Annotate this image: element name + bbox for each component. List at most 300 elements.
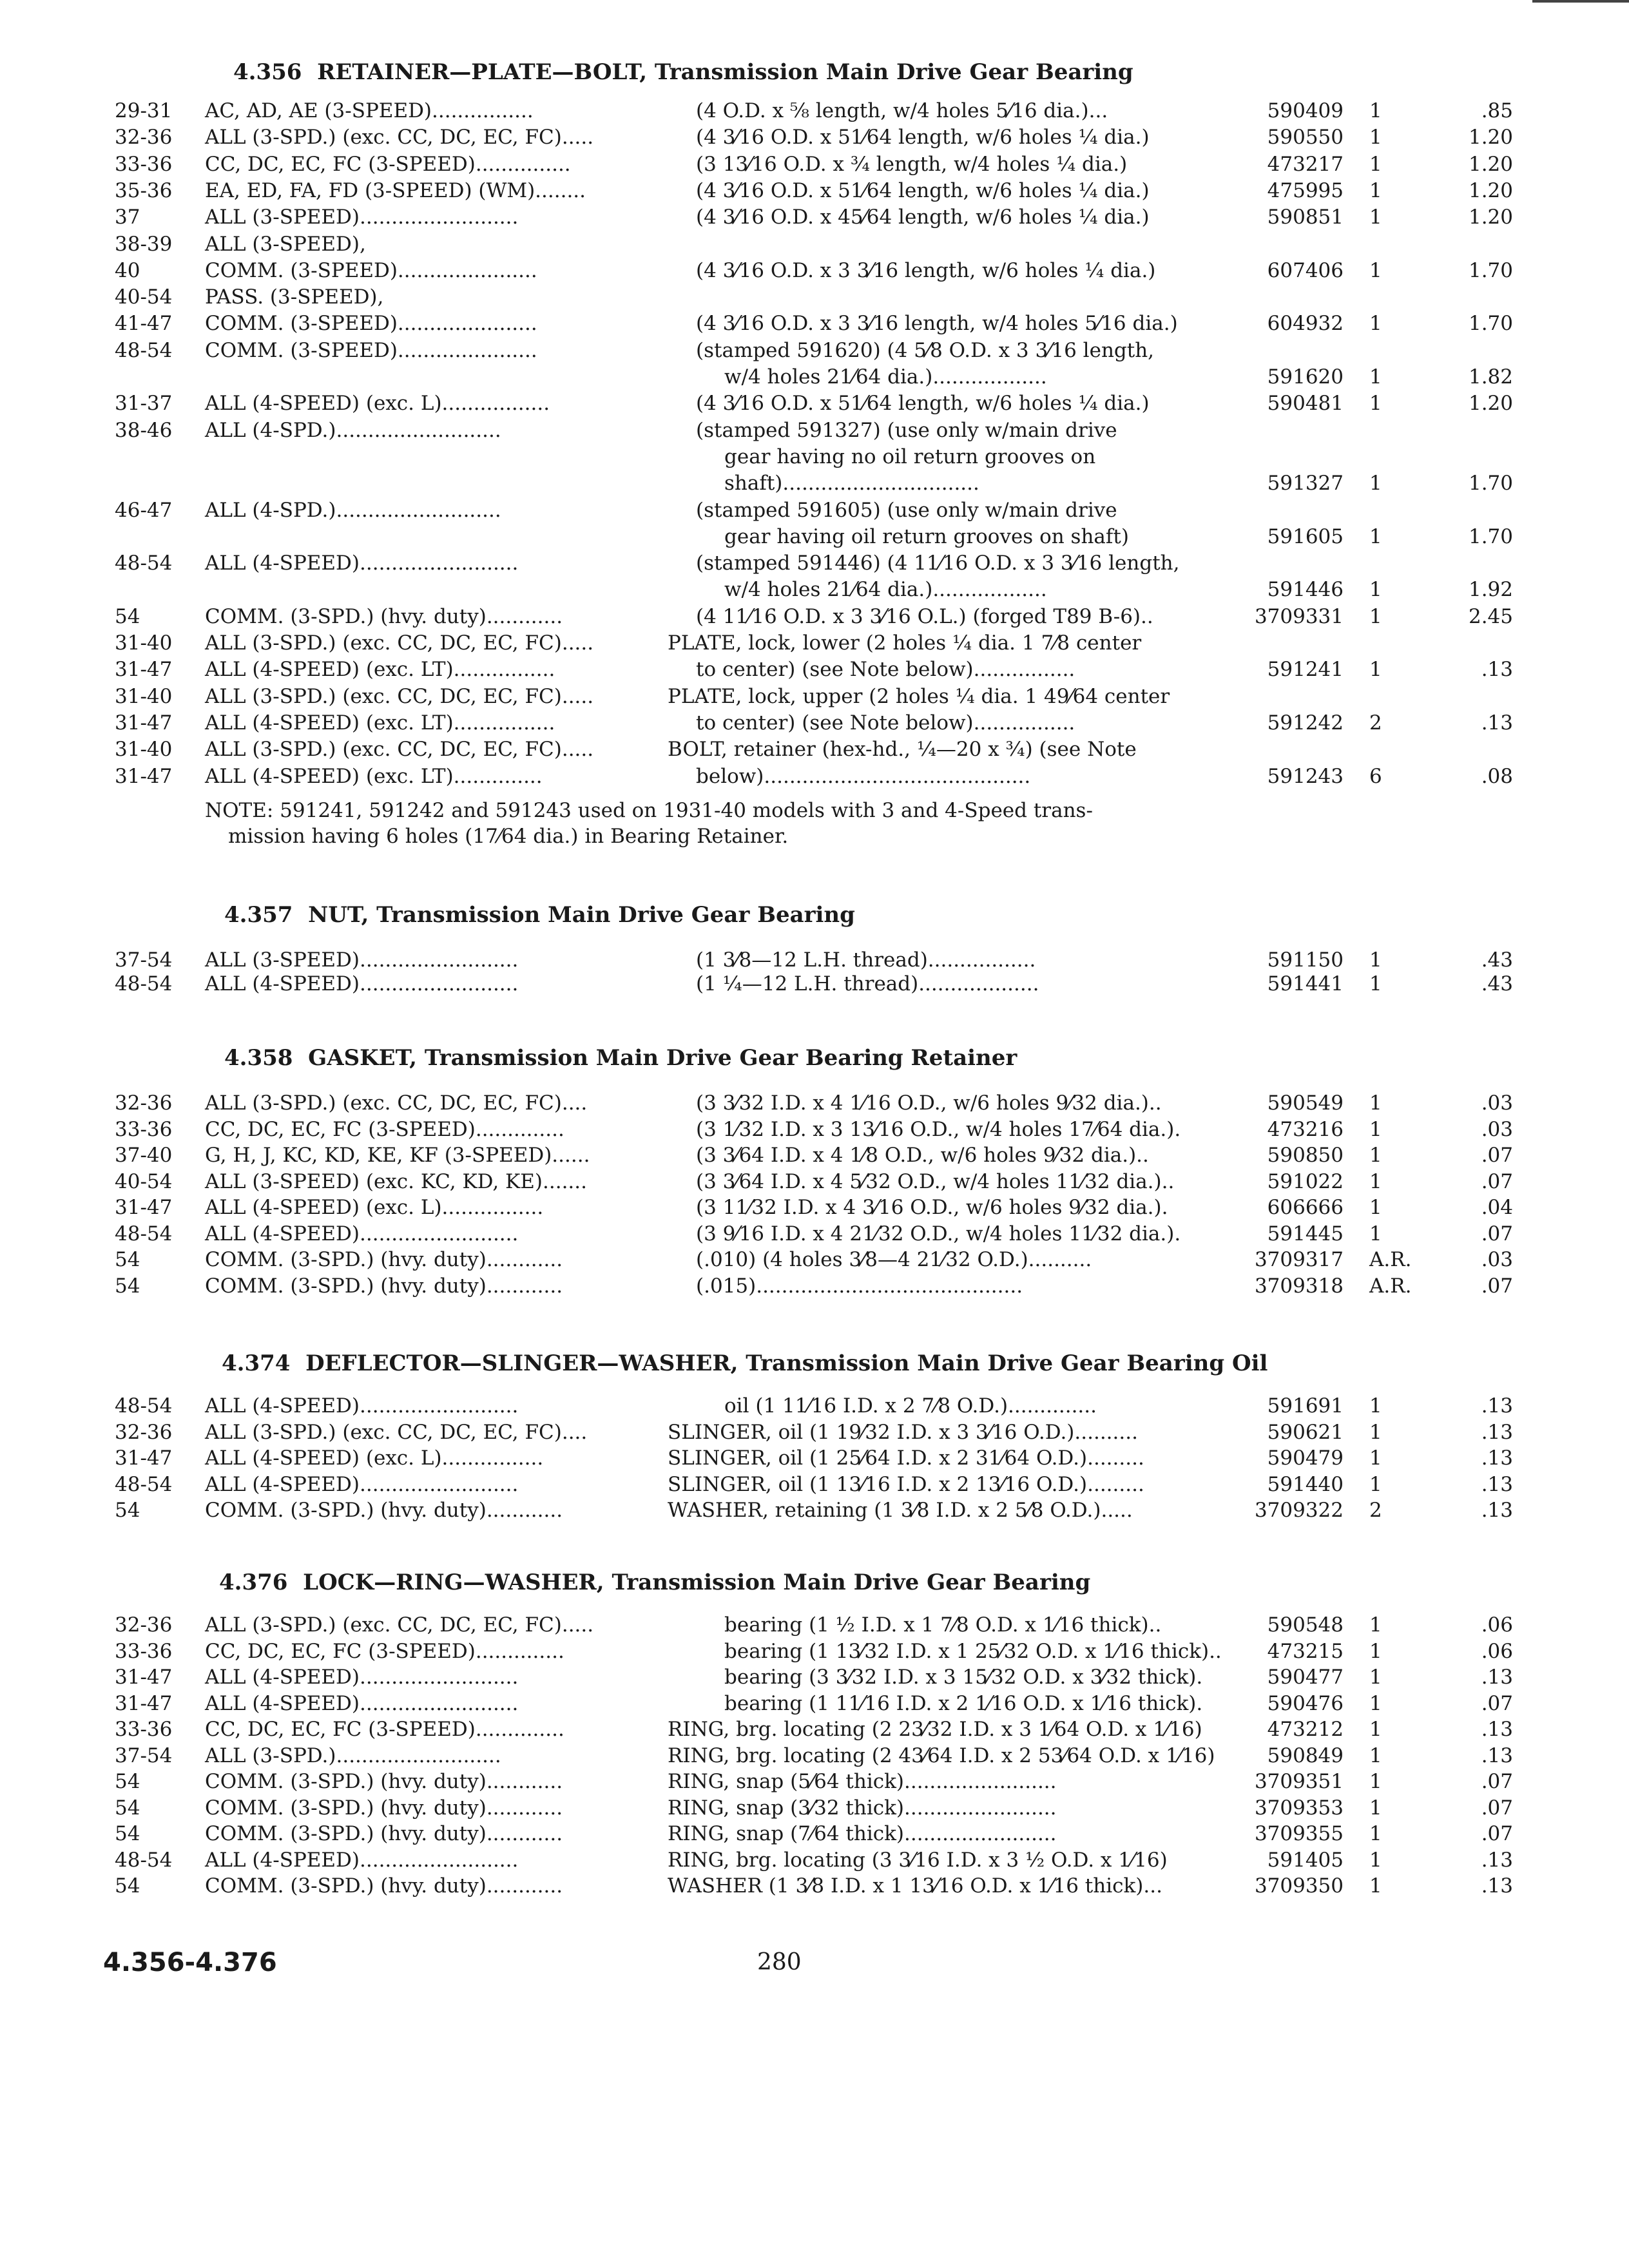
year-range: 33-36	[115, 1639, 173, 1663]
part-description: (stamped 591327) (use only w/main drive	[696, 418, 1117, 442]
list-price: .07	[1481, 1169, 1513, 1193]
year-range: 48-54	[115, 338, 173, 362]
parts-row	[115, 470, 1532, 496]
model-application: PASS. (3-SPEED),	[205, 285, 384, 309]
model-application: COMM. (3-SPEED)......................	[205, 338, 537, 362]
year-range: 40-54	[115, 1169, 173, 1193]
model-application: ALL (4-SPEED) (exc. LT)................	[205, 711, 555, 735]
parts-row	[115, 1847, 1532, 1873]
parts-row	[115, 1716, 1532, 1742]
quantity: 1	[1369, 578, 1382, 602]
list-price: .07	[1481, 1691, 1513, 1715]
list-price: .43	[1481, 948, 1513, 972]
parts-row	[115, 710, 1532, 736]
list-price: .07	[1481, 1274, 1513, 1298]
year-range: 31-47	[115, 1691, 173, 1715]
list-price: .06	[1481, 1639, 1513, 1663]
parts-row	[115, 1221, 1532, 1247]
part-number: 590549	[1267, 1091, 1344, 1115]
part-description: (3 1⁄32 I.D. x 3 13⁄16 O.D., w/4 holes 17⁄64 dia.).	[696, 1117, 1181, 1141]
year-range: 40-54	[115, 285, 173, 309]
part-number: 590548	[1267, 1613, 1344, 1637]
parts-row	[115, 444, 1532, 470]
model-application: COMM. (3-SPD.) (hvy. duty)............	[205, 1248, 563, 1271]
section-title: GASKET, Transmission Main Drive Gear Bearing Retainer	[308, 1045, 1017, 1071]
year-range: 48-54	[115, 1222, 173, 1245]
model-application: ALL (3-SPD.) (exc. CC, DC, EC, FC).....	[205, 738, 594, 762]
quantity: 1	[1369, 365, 1382, 389]
parts-row	[115, 364, 1532, 390]
list-price: .13	[1481, 1499, 1513, 1522]
parts-row	[115, 577, 1532, 602]
list-price: .13	[1481, 1666, 1513, 1689]
quantity: 1	[1369, 258, 1382, 282]
part-description: WASHER, retaining (1 3⁄8 I.D. x 2 5⁄8 O.D.).....	[668, 1499, 1133, 1522]
list-price: 1.20	[1468, 206, 1513, 229]
year-range: 38-39	[115, 232, 173, 256]
list-price: .03	[1481, 1091, 1513, 1115]
list-price: 1.20	[1468, 126, 1513, 149]
model-application: ALL (4-SPD.)..........................	[205, 418, 501, 442]
parts-row	[115, 1419, 1532, 1445]
parts-row	[115, 1273, 1532, 1299]
quantity: 1	[1369, 472, 1382, 495]
quantity: 1	[1369, 1744, 1382, 1767]
year-range: 48-54	[115, 1394, 173, 1418]
list-price: .03	[1481, 1248, 1513, 1271]
quantity: 1	[1369, 1848, 1382, 1872]
part-description: (.015)..........................................	[696, 1274, 1023, 1298]
section-number: 4.374	[222, 1350, 291, 1376]
parts-row	[115, 1821, 1532, 1847]
parts-row	[115, 604, 1532, 629]
part-number: 590481	[1267, 392, 1344, 416]
part-description: SLINGER, oil (1 25⁄64 I.D. x 2 31⁄64 O.D.).........	[668, 1446, 1144, 1470]
part-description: below)..........................................	[696, 764, 1031, 788]
year-range: 31-47	[115, 1666, 173, 1689]
parts-row	[115, 630, 1532, 656]
list-price: 1.70	[1468, 312, 1513, 336]
quantity: 1	[1369, 948, 1382, 972]
quantity: 1	[1369, 1394, 1382, 1418]
part-description: oil (1 11⁄16 I.D. x 2 7⁄8 O.D.)..............	[724, 1394, 1097, 1418]
parts-row	[115, 657, 1532, 682]
year-range: 54	[115, 1874, 140, 1898]
parts-row	[115, 1639, 1532, 1664]
model-application: ALL (3-SPEED),	[205, 232, 366, 256]
model-application: ALL (4-SPEED) (exc. L).................	[205, 392, 550, 416]
part-number: 473217	[1267, 152, 1344, 176]
year-range: 38-46	[115, 418, 173, 442]
list-price: .13	[1481, 1472, 1513, 1496]
section-heading	[233, 59, 1133, 85]
model-application: ALL (4-SPEED).........................	[205, 1472, 519, 1496]
note-line: mission having 6 holes (17⁄64 dia.) in Bearing Retainer.	[228, 825, 789, 848]
model-application: COMM. (3-SPD.) (hvy. duty)............	[205, 604, 563, 628]
year-range: 31-40	[115, 631, 173, 655]
model-application: ALL (4-SPEED) (exc. LT)..............	[205, 764, 543, 788]
parts-row	[115, 1142, 1532, 1168]
list-price: .07	[1481, 1222, 1513, 1245]
year-range: 31-47	[115, 711, 173, 735]
part-description: RING, snap (3⁄32 thick)........................	[668, 1796, 1057, 1820]
year-range: 32-36	[115, 126, 173, 149]
parts-row	[115, 1445, 1532, 1471]
model-application: G, H, J, KC, KD, KE, KF (3-SPEED)......	[205, 1144, 590, 1167]
quantity: 2	[1369, 711, 1382, 735]
year-range: 48-54	[115, 552, 173, 575]
parts-row	[115, 284, 1532, 310]
part-description: WASHER (1 3⁄8 I.D. x 1 13⁄16 O.D. x 1⁄16 thick)...	[668, 1874, 1162, 1898]
part-number: 590409	[1267, 99, 1344, 122]
part-description: (stamped 591620) (4 5⁄8 O.D. x 3 3⁄16 length,	[696, 338, 1155, 362]
quantity: 1	[1369, 206, 1382, 229]
part-description: (3 3⁄64 I.D. x 4 5⁄32 O.D., w/4 holes 11⁄32 dia.)..	[696, 1169, 1175, 1193]
parts-row	[115, 1664, 1532, 1690]
section-heading	[219, 1570, 1090, 1595]
parts-row	[115, 1169, 1532, 1195]
list-price: .85	[1481, 99, 1513, 122]
model-application: ALL (4-SPEED).........................	[205, 1666, 519, 1689]
parts-row	[115, 524, 1532, 550]
parts-row	[115, 1117, 1532, 1142]
part-description: RING, snap (5⁄64 thick)........................	[668, 1770, 1057, 1793]
year-range: 54	[115, 604, 140, 628]
parts-row	[115, 1472, 1532, 1497]
parts-row	[115, 204, 1532, 230]
year-range: 33-36	[115, 1718, 173, 1741]
part-description: w/4 holes 21⁄64 dia.)..................	[724, 365, 1047, 389]
parts-row	[115, 231, 1532, 257]
quantity: 1	[1369, 178, 1382, 202]
quantity: 1	[1369, 1091, 1382, 1115]
part-number: 590621	[1267, 1420, 1344, 1444]
list-price: 1.20	[1468, 178, 1513, 202]
part-number: 591022	[1267, 1169, 1344, 1193]
model-application: ALL (4-SPEED).........................	[205, 972, 519, 995]
parts-row	[115, 1612, 1532, 1638]
quantity: A.R.	[1369, 1274, 1412, 1298]
year-range: 33-36	[115, 1117, 173, 1141]
quantity: 1	[1369, 126, 1382, 149]
list-price: .13	[1481, 711, 1513, 735]
part-number: 591440	[1267, 1472, 1344, 1496]
top-rule	[1532, 0, 1629, 3]
year-range: 54	[115, 1822, 140, 1845]
part-description: (1 3⁄8—12 L.H. thread).................	[696, 948, 1036, 972]
quantity: 1	[1369, 392, 1382, 416]
section-number: 4.357	[224, 902, 293, 928]
part-description: (.010) (4 holes 3⁄8—4 21⁄32 O.D.)..........	[696, 1248, 1092, 1271]
model-application: ALL (4-SPEED).........................	[205, 1394, 519, 1418]
section-title: DEFLECTOR—SLINGER—WASHER, Transmission Main Drive Gear Bearing Oil	[305, 1350, 1268, 1376]
list-price: .08	[1481, 764, 1513, 788]
year-range: 46-47	[115, 498, 173, 522]
model-application: CC, DC, EC, FC (3-SPEED)..............	[205, 1639, 564, 1663]
quantity: 1	[1369, 1666, 1382, 1689]
part-description: gear having no oil return grooves on	[724, 445, 1096, 468]
parts-row	[115, 736, 1532, 762]
part-description: (4 3⁄16 O.D. x 3 3⁄16 length, w/4 holes 5⁄16 dia.)	[696, 312, 1178, 336]
parts-row	[115, 947, 1532, 973]
part-number: 3709351	[1254, 1770, 1344, 1793]
part-description: to center) (see Note below)................	[696, 658, 1075, 682]
model-application: ALL (3-SPD.) (exc. CC, DC, EC, FC)....	[205, 1420, 588, 1444]
parts-row	[115, 1393, 1532, 1419]
part-description: gear having oil return grooves on shaft)	[724, 524, 1129, 548]
quantity: 1	[1369, 604, 1382, 628]
list-price: .07	[1481, 1796, 1513, 1820]
quantity: 1	[1369, 1796, 1382, 1820]
quantity: 1	[1369, 1613, 1382, 1637]
model-application: ALL (3-SPD.) (exc. CC, DC, EC, FC).....	[205, 1613, 594, 1637]
quantity: 1	[1369, 1770, 1382, 1793]
year-range: 54	[115, 1274, 140, 1298]
model-application: AC, AD, AE (3-SPEED)................	[205, 99, 534, 122]
part-number: 3709350	[1254, 1874, 1344, 1898]
part-description: (3 11⁄32 I.D. x 4 3⁄16 O.D., w/6 holes 9⁄32 dia.).	[696, 1196, 1168, 1219]
list-price: .07	[1481, 1770, 1513, 1793]
part-number: 3709355	[1254, 1822, 1344, 1845]
parts-row	[115, 311, 1532, 336]
parts-row	[115, 971, 1532, 997]
year-range: 54	[115, 1499, 140, 1522]
model-application: CC, DC, EC, FC (3-SPEED)..............	[205, 1117, 564, 1141]
list-price: .04	[1481, 1196, 1513, 1219]
part-number: 591241	[1267, 658, 1344, 682]
part-number: 591405	[1267, 1848, 1344, 1872]
model-application: COMM. (3-SPD.) (hvy. duty)............	[205, 1796, 563, 1820]
year-range: 48-54	[115, 1472, 173, 1496]
part-number: 473212	[1267, 1718, 1344, 1741]
part-description: RING, brg. locating (3 3⁄16 I.D. x 3 ½ O.D. x 1⁄16)	[668, 1848, 1168, 1872]
list-price: 1.70	[1468, 258, 1513, 282]
year-range: 31-47	[115, 658, 173, 682]
section-heading	[224, 902, 855, 928]
parts-row	[115, 1743, 1532, 1769]
list-price: .13	[1481, 1394, 1513, 1418]
list-price: .07	[1481, 1144, 1513, 1167]
quantity: 1	[1369, 1222, 1382, 1245]
model-application: EA, ED, FA, FD (3-SPEED) (WM)........	[205, 178, 586, 202]
list-price: 2.45	[1468, 604, 1513, 628]
list-price: .13	[1481, 658, 1513, 682]
year-range: 48-54	[115, 972, 173, 995]
quantity: 1	[1369, 1718, 1382, 1741]
parts-row	[115, 124, 1532, 150]
part-number: 3709322	[1254, 1499, 1344, 1522]
model-application: ALL (3-SPD.) (exc. CC, DC, EC, FC).....	[205, 631, 594, 655]
list-price: 1.82	[1468, 365, 1513, 389]
model-application: ALL (4-SPD.)..........................	[205, 498, 501, 522]
parts-row	[115, 151, 1532, 177]
model-application: CC, DC, EC, FC (3-SPEED)..............	[205, 1718, 564, 1741]
model-application: ALL (3-SPD.) (exc. CC, DC, EC, FC)....	[205, 1091, 588, 1115]
list-price: .13	[1481, 1718, 1513, 1741]
parts-row	[115, 1795, 1532, 1821]
part-number: 590851	[1267, 206, 1344, 229]
parts-row	[115, 98, 1532, 124]
model-application: ALL (4-SPEED).........................	[205, 1848, 519, 1872]
part-description: (4 11⁄16 O.D. x 3 3⁄16 O.L.) (forged T89 B-6)..	[696, 604, 1153, 628]
part-description: to center) (see Note below)................	[696, 711, 1075, 735]
list-price: .13	[1481, 1446, 1513, 1470]
part-description: RING, brg. locating (2 43⁄64 I.D. x 2 53⁄64 O.D. x 1⁄16)	[668, 1744, 1215, 1767]
year-range: 31-37	[115, 392, 173, 416]
year-range: 32-36	[115, 1420, 173, 1444]
part-description: (3 3⁄32 I.D. x 4 1⁄16 O.D., w/6 holes 9⁄32 dia.)..	[696, 1091, 1162, 1115]
parts-row	[115, 178, 1532, 204]
parts-row	[115, 497, 1532, 523]
part-description: bearing (1 11⁄16 I.D. x 2 1⁄16 O.D. x 1⁄16 thick).	[724, 1691, 1203, 1715]
list-price: 1.20	[1468, 392, 1513, 416]
quantity: 1	[1369, 1472, 1382, 1496]
list-price: .07	[1481, 1822, 1513, 1845]
parts-row	[115, 1090, 1532, 1116]
parts-row	[115, 1691, 1532, 1716]
part-number: 591243	[1267, 764, 1344, 788]
list-price: .43	[1481, 972, 1513, 995]
year-range: 54	[115, 1248, 140, 1271]
quantity: 1	[1369, 524, 1382, 548]
part-number: 3709318	[1254, 1274, 1344, 1298]
part-description: SLINGER, oil (1 19⁄32 I.D. x 3 3⁄16 O.D.)..........	[668, 1420, 1138, 1444]
part-description: w/4 holes 21⁄64 dia.)..................	[724, 578, 1047, 602]
parts-row	[115, 550, 1532, 576]
part-description: (stamped 591605) (use only w/main drive	[696, 498, 1117, 522]
part-description: bearing (1 13⁄32 I.D. x 1 25⁄32 O.D. x 1⁄16 thick)..	[724, 1639, 1222, 1663]
model-application: ALL (4-SPEED) (exc. L)................	[205, 1196, 544, 1219]
model-application: COMM. (3-SPEED)......................	[205, 258, 537, 282]
part-number: 591150	[1267, 948, 1344, 972]
section-number: 4.358	[224, 1045, 293, 1071]
part-number: 607406	[1267, 258, 1344, 282]
quantity: 1	[1369, 152, 1382, 176]
model-application: ALL (4-SPEED) (exc. LT)................	[205, 658, 555, 682]
model-application: ALL (3-SPD.) (exc. CC, DC, EC, FC).....	[205, 684, 594, 708]
year-range: 33-36	[115, 152, 173, 176]
model-application: ALL (3-SPEED).........................	[205, 948, 519, 972]
quantity: 6	[1369, 764, 1382, 788]
quantity: 1	[1369, 1196, 1382, 1219]
list-price: .13	[1481, 1848, 1513, 1872]
parts-row	[115, 1873, 1532, 1899]
part-description: PLATE, lock, upper (2 holes ¼ dia. 1 49⁄64 center	[668, 684, 1170, 708]
quantity: 1	[1369, 99, 1382, 122]
quantity: 1	[1369, 972, 1382, 995]
year-range: 37-40	[115, 1144, 173, 1167]
parts-row	[115, 1769, 1532, 1794]
part-description: shaft)...............................	[724, 472, 979, 495]
year-range: 54	[115, 1770, 140, 1793]
section-heading	[224, 1045, 1017, 1071]
parts-row	[115, 684, 1532, 709]
parts-row	[115, 390, 1532, 416]
part-number: 591441	[1267, 972, 1344, 995]
part-description: RING, snap (7⁄64 thick)........................	[668, 1822, 1057, 1845]
year-range: 40	[115, 258, 140, 282]
part-number: 590849	[1267, 1744, 1344, 1767]
part-description: SLINGER, oil (1 13⁄16 I.D. x 2 13⁄16 O.D.).........	[668, 1472, 1144, 1496]
list-price: .13	[1481, 1420, 1513, 1444]
section-number: 4.376	[219, 1570, 288, 1595]
parts-row	[115, 1247, 1532, 1273]
part-description: bearing (1 ½ I.D. x 1 7⁄8 O.D. x 1⁄16 thick)..	[724, 1613, 1162, 1637]
year-range: 48-54	[115, 1848, 173, 1872]
section-heading	[222, 1350, 1268, 1376]
part-number: 473215	[1267, 1639, 1344, 1663]
list-price: 1.92	[1468, 578, 1513, 602]
list-price: 1.70	[1468, 524, 1513, 548]
part-number: 3709353	[1254, 1796, 1344, 1820]
part-number: 590850	[1267, 1144, 1344, 1167]
model-application: ALL (4-SPEED) (exc. L)................	[205, 1446, 544, 1470]
part-description: (4 O.D. x ⅝ length, w/4 holes 5⁄16 dia.)...	[696, 99, 1108, 122]
part-description: (1 ¼—12 L.H. thread)...................	[696, 972, 1039, 995]
year-range: 54	[115, 1796, 140, 1820]
quantity: 1	[1369, 1822, 1382, 1845]
part-description: (stamped 591446) (4 11⁄16 O.D. x 3 3⁄16 length,	[696, 552, 1180, 575]
quantity: A.R.	[1369, 1248, 1412, 1271]
part-number: 604932	[1267, 312, 1344, 336]
footer-section-range: 4.356-4.376	[103, 1948, 277, 1977]
model-application: COMM. (3-SPD.) (hvy. duty)............	[205, 1822, 563, 1845]
part-number: 591445	[1267, 1222, 1344, 1245]
model-application: ALL (3-SPD.)..........................	[205, 1744, 501, 1767]
part-description: (3 9⁄16 I.D. x 4 21⁄32 O.D., w/4 holes 11⁄32 dia.).	[696, 1222, 1181, 1245]
model-application: ALL (4-SPEED).........................	[205, 552, 519, 575]
part-number: 475995	[1267, 178, 1344, 202]
quantity: 1	[1369, 1639, 1382, 1663]
parts-row	[115, 338, 1532, 363]
part-number: 606666	[1267, 1196, 1344, 1219]
model-application: COMM. (3-SPD.) (hvy. duty)............	[205, 1499, 563, 1522]
model-application: ALL (4-SPEED).........................	[205, 1691, 519, 1715]
model-application: COMM. (3-SPEED)......................	[205, 312, 537, 336]
model-application: ALL (4-SPEED).........................	[205, 1222, 519, 1245]
part-number: 3709317	[1254, 1248, 1344, 1271]
parts-row	[115, 258, 1532, 284]
part-number: 3709331	[1254, 604, 1344, 628]
quantity: 1	[1369, 1144, 1382, 1167]
year-range: 31-47	[115, 764, 173, 788]
part-description: bearing (3 3⁄32 I.D. x 3 15⁄32 O.D. x 3⁄32 thick).	[724, 1666, 1203, 1689]
parts-row	[115, 1497, 1532, 1523]
quantity: 1	[1369, 1874, 1382, 1898]
quantity: 1	[1369, 658, 1382, 682]
part-description: (4 3⁄16 O.D. x 3 3⁄16 length, w/6 holes ¼ dia.)	[696, 258, 1156, 282]
list-price: .13	[1481, 1744, 1513, 1767]
year-range: 32-36	[115, 1613, 173, 1637]
part-number: 591327	[1267, 472, 1344, 495]
part-description: (3 3⁄64 I.D. x 4 1⁄8 O.D., w/6 holes 9⁄32 dia.)..	[696, 1144, 1149, 1167]
part-description: RING, brg. locating (2 23⁄32 I.D. x 3 1⁄64 O.D. x 1⁄16)	[668, 1718, 1202, 1741]
part-description: (4 3⁄16 O.D. x 51⁄64 length, w/6 holes ¼ dia.)	[696, 392, 1150, 416]
part-description: PLATE, lock, lower (2 holes ¼ dia. 1 7⁄8 center	[668, 631, 1142, 655]
year-range: 37	[115, 206, 140, 229]
quantity: 1	[1369, 1169, 1382, 1193]
year-range: 31-40	[115, 738, 173, 762]
year-range: 41-47	[115, 312, 173, 336]
quantity: 1	[1369, 1420, 1382, 1444]
section-title: LOCK—RING—WASHER, Transmission Main Drive Gear Bearing	[303, 1570, 1091, 1595]
part-number: 591620	[1267, 365, 1344, 389]
part-description: (4 3⁄16 O.D. x 51⁄64 length, w/6 holes ¼ dia.)	[696, 178, 1150, 202]
part-number: 590477	[1267, 1666, 1344, 1689]
footer-page-number: 280	[757, 1949, 802, 1975]
model-application: COMM. (3-SPD.) (hvy. duty)............	[205, 1770, 563, 1793]
parts-row	[115, 418, 1532, 443]
